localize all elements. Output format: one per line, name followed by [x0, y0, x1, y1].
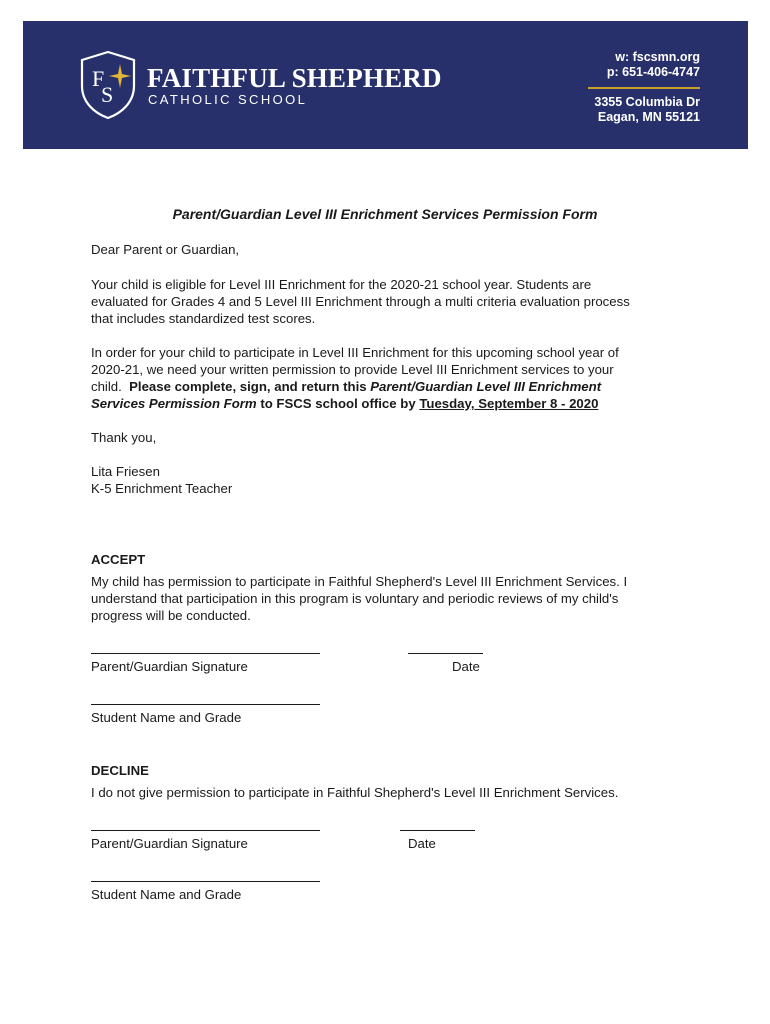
address-line-2: Eagan, MN 55121 [597, 110, 700, 124]
paragraph-2-form-name-part-2: Services Permission Form [91, 396, 257, 411]
paragraph-1-line-2: evaluated for Grades 4 and 5 Level III Enrichment through a multi criteria evaluation process [91, 294, 630, 309]
paragraph-2-plain-text: child. [91, 379, 130, 394]
decline-signature-line[interactable] [91, 830, 320, 831]
accept-student-label: Student Name and Grade [91, 710, 242, 725]
paragraph-2-instruction: Please complete, sign, and return this [129, 379, 371, 394]
accept-text-line-2: understand that participation in this program is voluntary and periodic reviews of my child's [91, 591, 619, 606]
decline-date-line[interactable] [400, 830, 475, 831]
accept-signature-label: Parent/Guardian Signature [91, 659, 248, 674]
decline-student-label: Student Name and Grade [91, 887, 242, 902]
paragraph-2-return-to: to FSCS school office by [256, 396, 420, 411]
school-website[interactable]: w: fscsmn.org [615, 50, 700, 64]
accept-date-line[interactable] [408, 653, 483, 654]
decline-text: I do not give permission to participate in Faithful Shepherd's Level III Enrichment Services. [91, 785, 619, 800]
greeting: Dear Parent or Guardian, [91, 242, 240, 257]
school-name: FAITHFUL SHEPHERD [147, 63, 442, 93]
logo-monogram-s: S [101, 82, 114, 107]
decline-student-line[interactable] [91, 881, 320, 882]
school-phone: p: 651-406-4747 [606, 65, 700, 79]
paragraph-2-line-2: 2020-21, we need your written permission to provide Level III Enrichment services to your [91, 362, 614, 377]
accept-text-line-1: My child has permission to participate in Faithful Shepherd's Level III Enrichment Services. I [91, 574, 628, 589]
paragraph-2-form-name-part-1: Parent/Guardian Level III Enrichment [370, 379, 602, 394]
paragraph-1-line-1: Your child is eligible for Level III Enrichment for the 2020-21 school year. Students are [91, 277, 592, 292]
decline-signature-label: Parent/Guardian Signature [91, 836, 248, 851]
decline-heading: DECLINE [91, 763, 149, 778]
accept-student-line[interactable] [91, 704, 320, 705]
signer-name: Lita Friesen [91, 464, 160, 479]
shield-logo-icon [79, 50, 137, 120]
contact-divider [588, 87, 700, 89]
decline-date-label: Date [408, 836, 436, 851]
form-title: Parent/Guardian Level III Enrichment Services Permission Form [172, 206, 598, 222]
paragraph-2-line-1: In order for your child to participate in Level III Enrichment for this upcoming school year of [91, 345, 619, 360]
paragraph-2-line-3 [91, 378, 601, 395]
address-line-1: 3355 Columbia Dr [594, 95, 700, 109]
accept-heading: ACCEPT [91, 552, 146, 567]
logo-monogram-f: F [92, 66, 105, 91]
closing: Thank you, [91, 430, 157, 445]
accept-signature-line[interactable] [91, 653, 320, 654]
letterhead-banner [23, 21, 748, 149]
accept-text-line-3: progress will be conducted. [91, 608, 251, 623]
paragraph-2-line-4 [91, 395, 598, 412]
signer-title: K-5 Enrichment Teacher [91, 481, 233, 496]
return-deadline: Tuesday, September 8 - 2020 [419, 396, 599, 411]
school-subtitle: CATHOLIC SCHOOL [148, 92, 308, 107]
accept-date-label: Date [452, 659, 480, 674]
paragraph-1-line-3: that includes standardized test scores. [91, 311, 316, 326]
